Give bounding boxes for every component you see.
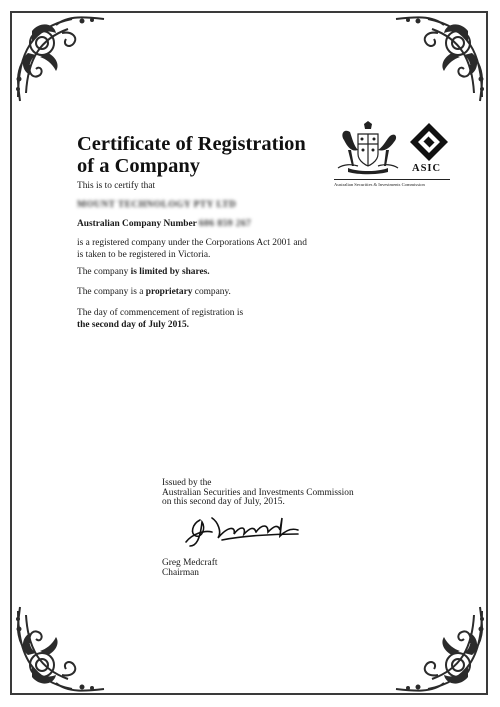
coat-of-arms-icon bbox=[334, 120, 402, 176]
registered-statement bbox=[77, 238, 307, 261]
signature-icon bbox=[182, 512, 302, 548]
company-name bbox=[77, 200, 236, 212]
limited-bold: is limited by shares. bbox=[130, 267, 210, 277]
signer-name: Greg Medcraft bbox=[162, 558, 218, 568]
floral-ornament-icon bbox=[12, 605, 110, 695]
proprietary-bold: proprietary bbox=[145, 287, 193, 297]
floral-ornament-icon bbox=[390, 605, 488, 695]
certify-intro: This is to certify that bbox=[77, 181, 156, 191]
floral-ornament-icon bbox=[390, 13, 488, 103]
asic-full-name: Australian Securities & Investments Commission bbox=[334, 182, 425, 187]
corner-ornament-bottom-left bbox=[12, 605, 110, 695]
proprietary-suffix: company. bbox=[194, 287, 231, 297]
asic-logo-icon bbox=[409, 122, 449, 162]
signer-block bbox=[162, 559, 217, 578]
limited-statement bbox=[77, 267, 210, 279]
title-line-1: Certificate of Registration bbox=[77, 133, 306, 155]
commencement-statement bbox=[77, 308, 243, 331]
signer-title: Chairman bbox=[162, 567, 199, 578]
proprietary-prefix: The company is a bbox=[77, 287, 144, 297]
issued-line-1: Issued by the bbox=[162, 478, 212, 488]
acn-line bbox=[77, 219, 251, 231]
certificate-title bbox=[77, 133, 306, 177]
corner-ornament-top-left bbox=[12, 13, 110, 103]
asic-divider bbox=[334, 179, 450, 180]
registered-line-1: is a registered company under the Corporations Act 2001 and bbox=[77, 238, 307, 248]
issued-by-block bbox=[162, 479, 354, 508]
limited-prefix: The company bbox=[77, 267, 129, 277]
issued-line-3: on this second day of July, 2015. bbox=[162, 497, 285, 508]
acn-value: 606 859 267 bbox=[198, 219, 252, 229]
proprietary-statement bbox=[77, 287, 231, 299]
corner-ornament-bottom-right bbox=[390, 605, 488, 695]
acn-label: Australian Company Number bbox=[77, 219, 197, 229]
asic-name: ASIC bbox=[412, 163, 442, 174]
certificate-page bbox=[10, 11, 488, 695]
floral-ornament-icon bbox=[12, 13, 110, 103]
commencement-date: the second day of July 2015. bbox=[77, 319, 189, 330]
title-line-2: of a Company bbox=[77, 155, 201, 177]
commencement-line: The day of commencement of registration is bbox=[77, 308, 244, 318]
company-name-value: MOUNT TECHNOLOGY PTY LTD bbox=[77, 200, 237, 210]
registered-line-2: is taken to be registered in Victoria. bbox=[77, 249, 211, 260]
corner-ornament-top-right bbox=[390, 13, 488, 103]
issued-line-2: Australian Securities and Investments Commission bbox=[162, 487, 354, 498]
